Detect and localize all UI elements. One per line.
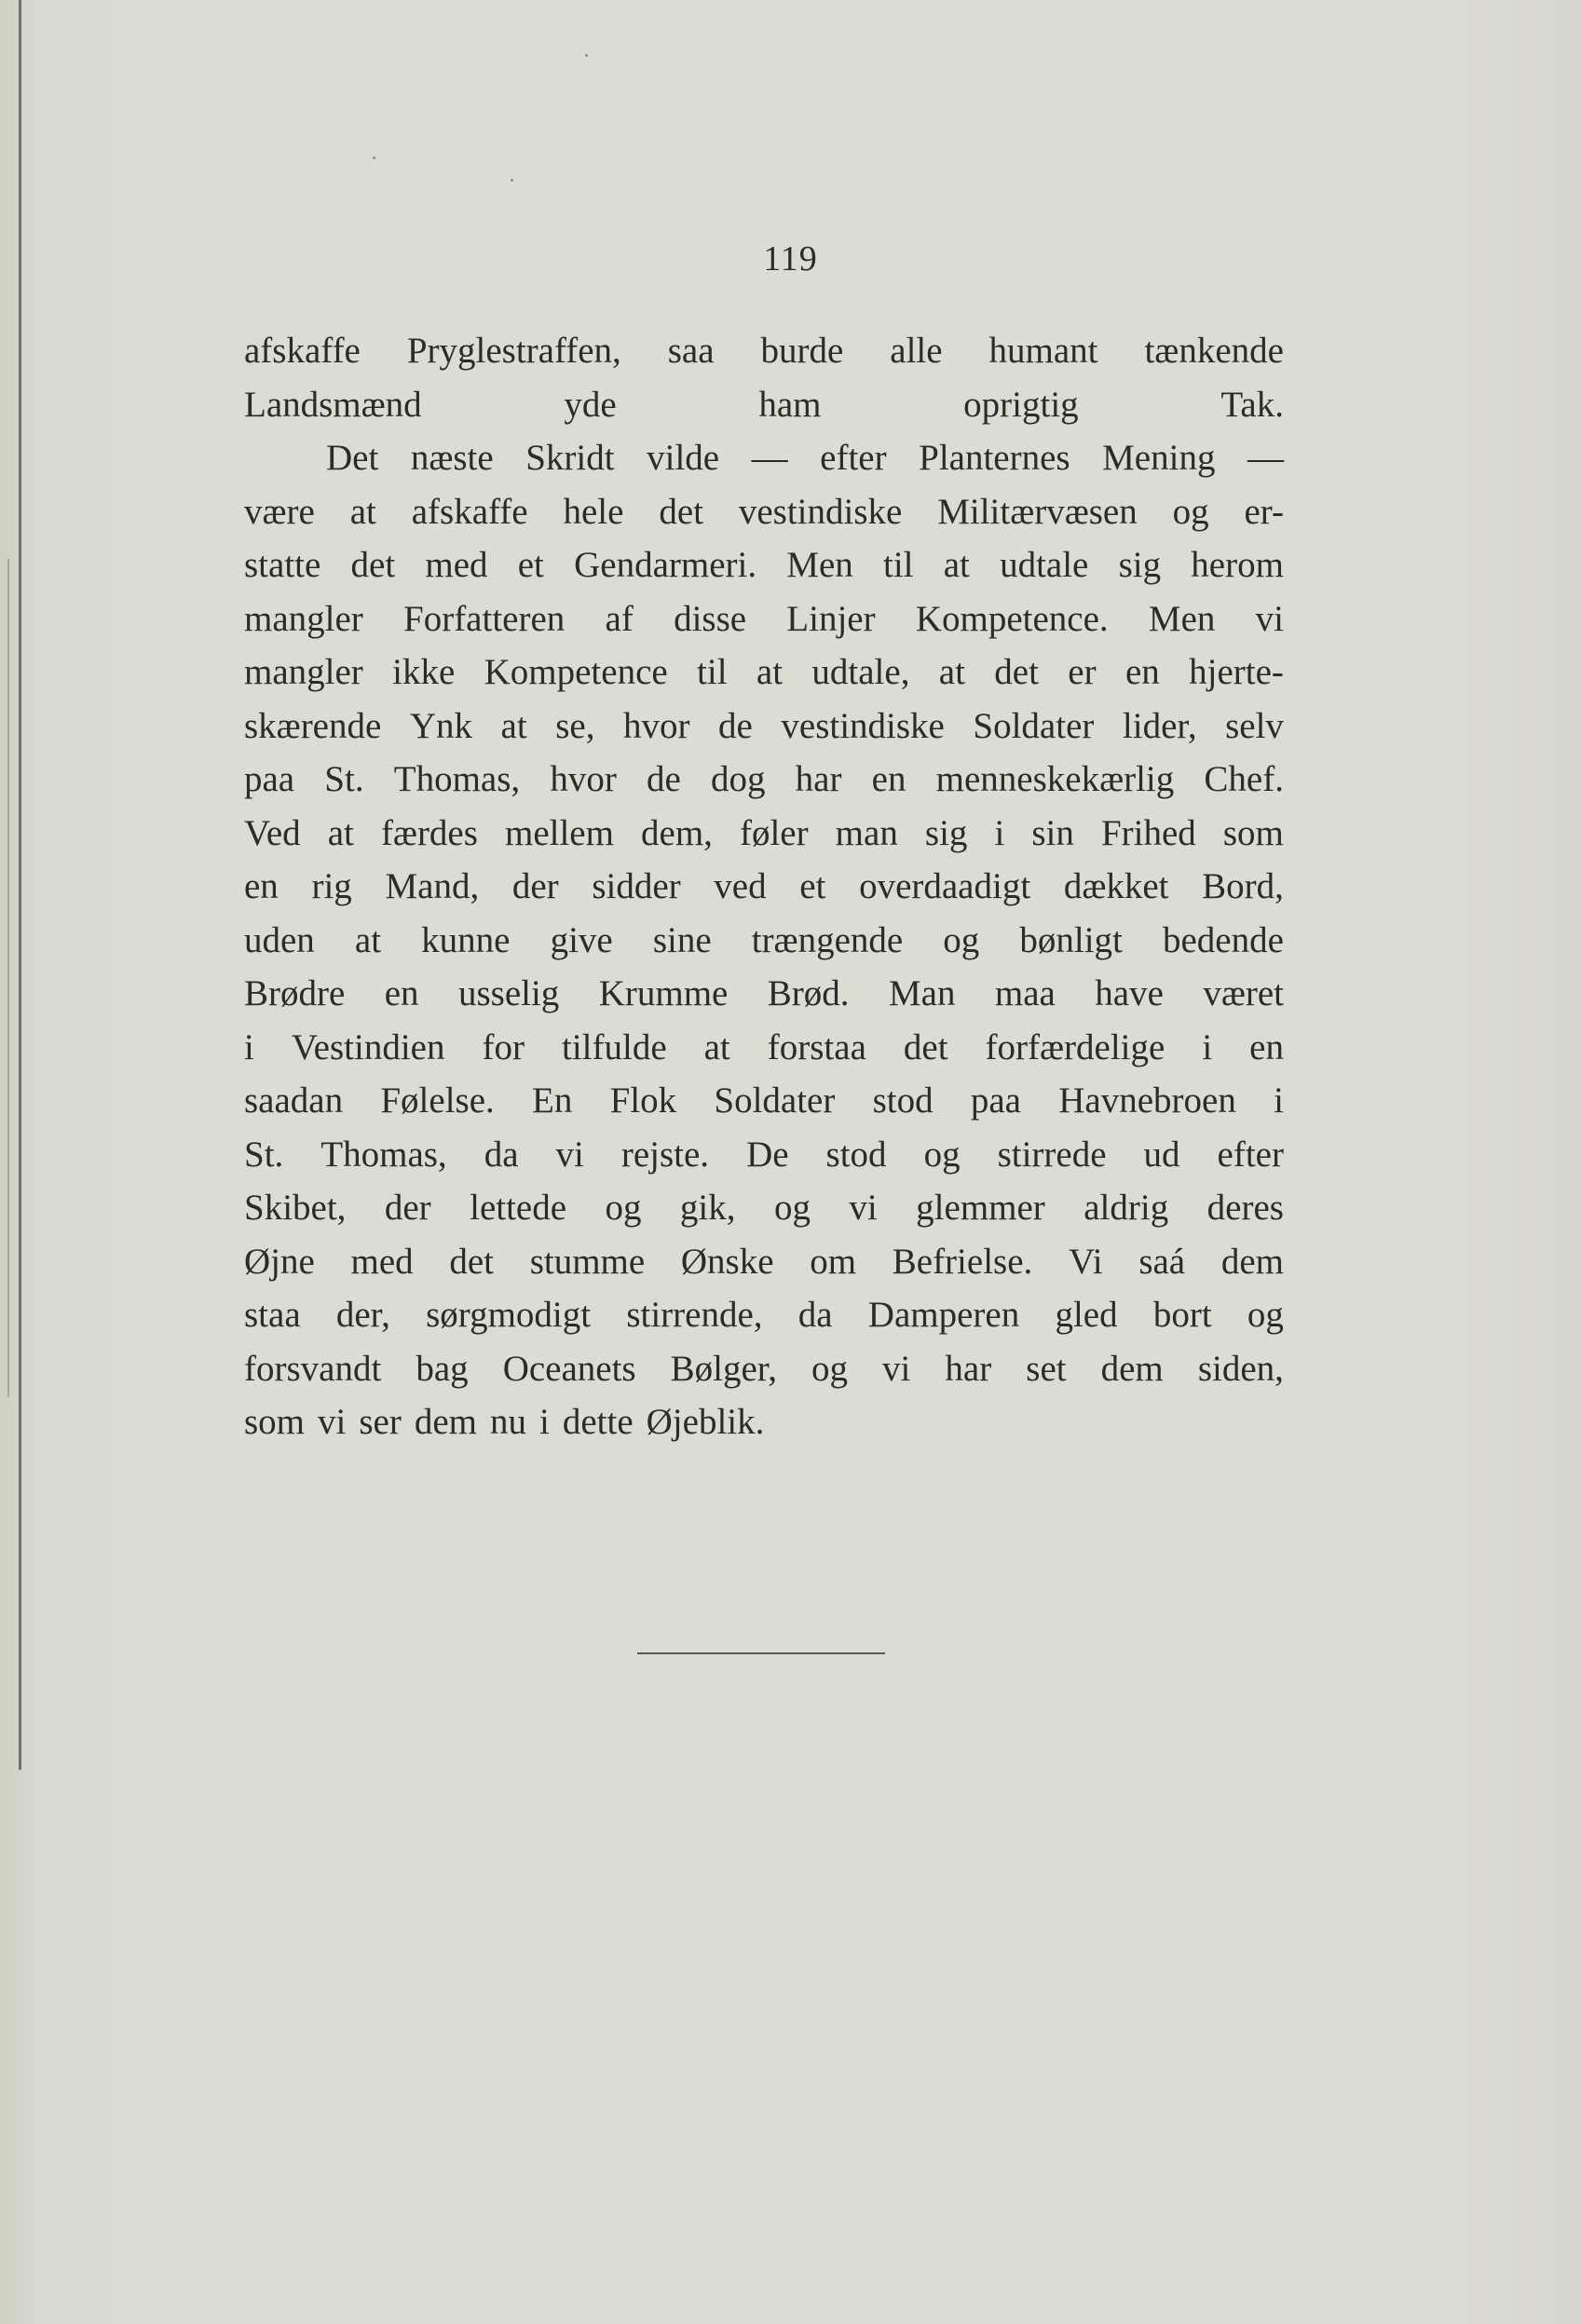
- text-line: [244, 538, 1284, 592]
- word: Mening: [1102, 438, 1216, 478]
- word: til: [697, 652, 728, 692]
- section-end-rule: [637, 1652, 885, 1654]
- word: føler: [739, 812, 809, 853]
- word: set: [1026, 1348, 1067, 1389]
- page-number: 119: [763, 239, 818, 279]
- word: skærende: [244, 705, 382, 746]
- word: rejste.: [620, 1134, 710, 1175]
- word: og: [943, 919, 980, 960]
- word: hvor: [623, 705, 690, 746]
- word: efter: [820, 438, 887, 478]
- word: Kompetence.: [915, 598, 1109, 639]
- word: Flok: [609, 1080, 677, 1121]
- word: overdaadigt: [859, 866, 1031, 906]
- word: Ønske: [680, 1241, 774, 1282]
- word: ud: [1143, 1134, 1180, 1175]
- word: næste: [410, 438, 494, 478]
- word: gik,: [679, 1188, 736, 1228]
- word: En: [532, 1080, 573, 1121]
- word: i: [1202, 1026, 1213, 1067]
- word: vi: [555, 1134, 584, 1175]
- word: dem,: [641, 812, 713, 853]
- word: udtale,: [811, 652, 910, 692]
- word: vi: [882, 1348, 911, 1389]
- word: bønligt: [1019, 919, 1123, 960]
- word: Man: [888, 973, 956, 1013]
- text-line: [244, 753, 1284, 807]
- word: Øjne: [244, 1241, 315, 1282]
- text-line: [244, 1342, 1284, 1396]
- word: om: [810, 1241, 857, 1282]
- word: ved: [714, 866, 767, 906]
- word: færdes: [380, 812, 478, 853]
- word: stirrede: [997, 1134, 1107, 1175]
- word: —: [751, 438, 788, 478]
- text-line: [244, 1288, 1284, 1342]
- word: stumme: [529, 1241, 646, 1282]
- word: for: [482, 1026, 525, 1067]
- word: og: [1247, 1295, 1284, 1335]
- word: er-: [1244, 491, 1284, 532]
- text-line: [244, 967, 1284, 1021]
- word: at: [349, 491, 376, 532]
- text-line: [244, 1021, 1284, 1075]
- word: har: [945, 1348, 992, 1389]
- text-line: [244, 485, 1284, 539]
- word: St.: [324, 759, 364, 799]
- word: Brød.: [767, 973, 850, 1013]
- word: at: [354, 919, 382, 960]
- word: tilfulde: [561, 1026, 667, 1067]
- word: maa: [994, 973, 1056, 1013]
- word: deres: [1206, 1188, 1284, 1228]
- text-line: [244, 914, 1284, 968]
- word: Bølger,: [670, 1348, 777, 1389]
- word: Havnebroen: [1058, 1080, 1236, 1121]
- word: dem: [1220, 1241, 1284, 1282]
- word: mangler: [244, 652, 363, 692]
- word: dækket: [1063, 866, 1169, 906]
- word: Mand,: [385, 866, 480, 906]
- word: Linjer: [786, 598, 876, 639]
- word: ser: [359, 1402, 402, 1442]
- word: glemmer: [916, 1188, 1045, 1228]
- word: saá: [1138, 1241, 1186, 1282]
- paper-speck: [511, 179, 513, 182]
- word: det: [449, 1241, 494, 1282]
- word: sig: [924, 812, 968, 853]
- word: afskaffe: [411, 491, 528, 532]
- word: med: [425, 545, 488, 585]
- word: lettede: [470, 1188, 567, 1228]
- word: i: [994, 812, 1005, 853]
- text-line: [244, 1074, 1284, 1128]
- word: Militærvæsen: [937, 491, 1138, 532]
- word: vilde: [647, 438, 720, 478]
- word: og: [811, 1348, 849, 1389]
- word: saa: [667, 331, 715, 371]
- word: rig: [311, 866, 352, 906]
- word: da: [484, 1134, 519, 1175]
- word: sidder: [592, 866, 681, 906]
- word: ham: [758, 384, 822, 425]
- word: Oceanets: [502, 1348, 636, 1389]
- word: uden: [244, 919, 315, 960]
- word: aldrig: [1084, 1188, 1169, 1228]
- word: Damperen: [867, 1295, 1020, 1335]
- word: at: [938, 652, 965, 692]
- word: har: [795, 759, 842, 799]
- word: det: [350, 545, 396, 585]
- word: Øjeblik.: [646, 1402, 765, 1442]
- word: stod: [872, 1080, 934, 1121]
- word: Vestindien: [291, 1026, 445, 1067]
- word: sin: [1031, 812, 1074, 853]
- word: dem: [1100, 1348, 1164, 1389]
- word: og: [605, 1188, 642, 1228]
- word: der,: [335, 1295, 390, 1335]
- word: selv: [1225, 705, 1284, 746]
- word: et: [799, 866, 826, 906]
- word: —: [1247, 438, 1284, 478]
- word: mangler: [244, 598, 363, 639]
- word: Krumme: [598, 973, 729, 1013]
- word: Men: [786, 545, 853, 585]
- word: vestindiske: [738, 491, 903, 532]
- word: afskaffe: [244, 331, 361, 371]
- word: der: [511, 866, 559, 906]
- word: hele: [563, 491, 624, 532]
- word: Planternes: [919, 438, 1070, 478]
- word: stirrende,: [626, 1295, 763, 1335]
- word: Frihed: [1100, 812, 1196, 853]
- word: Tak.: [1220, 384, 1284, 425]
- word: paa: [244, 759, 295, 799]
- word: af: [605, 598, 634, 639]
- word: tænkende: [1144, 331, 1284, 371]
- text-line: [244, 1395, 1284, 1449]
- word: Befrielse.: [892, 1241, 1033, 1282]
- word: Soldater: [714, 1080, 836, 1121]
- word: saadan: [244, 1080, 344, 1121]
- binding-shadow: [7, 559, 9, 1397]
- word: Ved: [244, 812, 301, 853]
- word: det: [994, 652, 1039, 692]
- word: som: [244, 1402, 306, 1442]
- word: at: [500, 705, 527, 746]
- paper-speck: [585, 54, 588, 57]
- word: hvor: [550, 759, 617, 799]
- paper-speck: [373, 156, 375, 159]
- word: yde: [564, 384, 617, 425]
- word: et: [517, 545, 544, 585]
- word: menneskekærlig: [935, 759, 1175, 799]
- word: sørgmodigt: [426, 1295, 592, 1335]
- word: være: [244, 491, 315, 532]
- text-line: [244, 1181, 1284, 1235]
- word: paa: [970, 1080, 1021, 1121]
- word: og: [923, 1134, 961, 1175]
- word: i: [539, 1402, 550, 1442]
- word: man: [835, 812, 898, 853]
- word: oprigtig: [963, 384, 1079, 425]
- word: vi: [849, 1188, 878, 1228]
- word: Thomas,: [393, 759, 521, 799]
- word: bag: [416, 1348, 469, 1389]
- word: dog: [710, 759, 766, 799]
- word: i: [244, 1026, 254, 1067]
- word: en: [384, 973, 419, 1013]
- word: og: [1172, 491, 1209, 532]
- text-line: [244, 1128, 1284, 1182]
- word: været: [1203, 973, 1284, 1013]
- word: da: [797, 1295, 833, 1335]
- text-line: [244, 860, 1284, 914]
- word: se,: [555, 705, 595, 746]
- text-line: [244, 592, 1284, 646]
- text-line: [244, 807, 1284, 861]
- word: alle: [890, 331, 943, 371]
- word: Pryglestraffen,: [406, 331, 621, 371]
- word: som: [1222, 812, 1284, 853]
- word: usselig: [457, 973, 560, 1013]
- word: udtale: [1000, 545, 1089, 585]
- word: trængende: [751, 919, 904, 960]
- word: Soldater: [973, 705, 1095, 746]
- word: en: [1124, 652, 1160, 692]
- word: det: [659, 491, 703, 532]
- word: siden,: [1197, 1348, 1284, 1389]
- word: Chef.: [1204, 759, 1284, 799]
- text-line: [244, 324, 1284, 378]
- word: de: [718, 705, 753, 746]
- word: herom: [1191, 545, 1284, 585]
- word: staa: [244, 1295, 301, 1335]
- word: sine: [652, 919, 712, 960]
- word: Landsmænd: [244, 384, 422, 425]
- word: have: [1095, 973, 1164, 1013]
- word: Bord,: [1202, 866, 1284, 906]
- word: Forfatteren: [403, 598, 566, 639]
- word: at: [327, 812, 354, 853]
- word: kunne: [421, 919, 511, 960]
- word: de: [647, 759, 681, 799]
- word: lider,: [1122, 705, 1197, 746]
- word: Brødre: [244, 973, 346, 1013]
- text-line: [244, 700, 1284, 754]
- word: Følelse.: [380, 1080, 495, 1121]
- word: burde: [760, 331, 844, 371]
- word: med: [350, 1241, 414, 1282]
- word: Gendarmeri.: [574, 545, 757, 585]
- word: en: [1249, 1026, 1284, 1067]
- word: Ynk: [409, 705, 473, 746]
- word: gled: [1055, 1295, 1118, 1335]
- word: sig: [1118, 545, 1162, 585]
- word: stod: [825, 1134, 887, 1175]
- word: De: [746, 1134, 789, 1175]
- word: ikke: [392, 652, 456, 692]
- word: der: [384, 1188, 431, 1228]
- word: Kompetence: [484, 652, 668, 692]
- word: en: [244, 866, 279, 906]
- word: mellem: [504, 812, 614, 853]
- body-text: [244, 324, 1284, 1449]
- text-line: [244, 646, 1284, 700]
- word: disse: [674, 598, 747, 639]
- word: statte: [244, 545, 321, 585]
- word: det: [903, 1026, 948, 1067]
- word: vi: [1255, 598, 1284, 639]
- word: Skibet,: [244, 1188, 347, 1228]
- word: er: [1068, 652, 1097, 692]
- word: vestindiske: [781, 705, 945, 746]
- word: bedende: [1163, 919, 1284, 960]
- word: Thomas,: [320, 1134, 447, 1175]
- word: vi: [318, 1402, 347, 1442]
- word: efter: [1217, 1134, 1284, 1175]
- word: at: [703, 1026, 730, 1067]
- word: nu: [490, 1402, 526, 1442]
- word: bort: [1152, 1295, 1212, 1335]
- text-line: [244, 378, 1284, 432]
- word: forsvandt: [244, 1348, 382, 1389]
- text-line: [244, 431, 1284, 485]
- word: forstaa: [767, 1026, 866, 1067]
- word: forfærdelige: [985, 1026, 1165, 1067]
- word: Skridt: [525, 438, 615, 478]
- word: en: [871, 759, 906, 799]
- word: St.: [244, 1134, 284, 1175]
- word: og: [773, 1188, 811, 1228]
- word: til: [883, 545, 914, 585]
- word: at: [756, 652, 784, 692]
- word: dem: [414, 1402, 477, 1442]
- text-line: [244, 1235, 1284, 1289]
- word: Vi: [1068, 1241, 1103, 1282]
- word: at: [943, 545, 970, 585]
- word: i: [1274, 1080, 1284, 1121]
- word: give: [550, 919, 613, 960]
- word: humant: [988, 331, 1098, 371]
- word: Det: [326, 438, 379, 478]
- word: hjerte-: [1189, 652, 1284, 692]
- word: Men: [1148, 598, 1216, 639]
- word: dette: [562, 1402, 634, 1442]
